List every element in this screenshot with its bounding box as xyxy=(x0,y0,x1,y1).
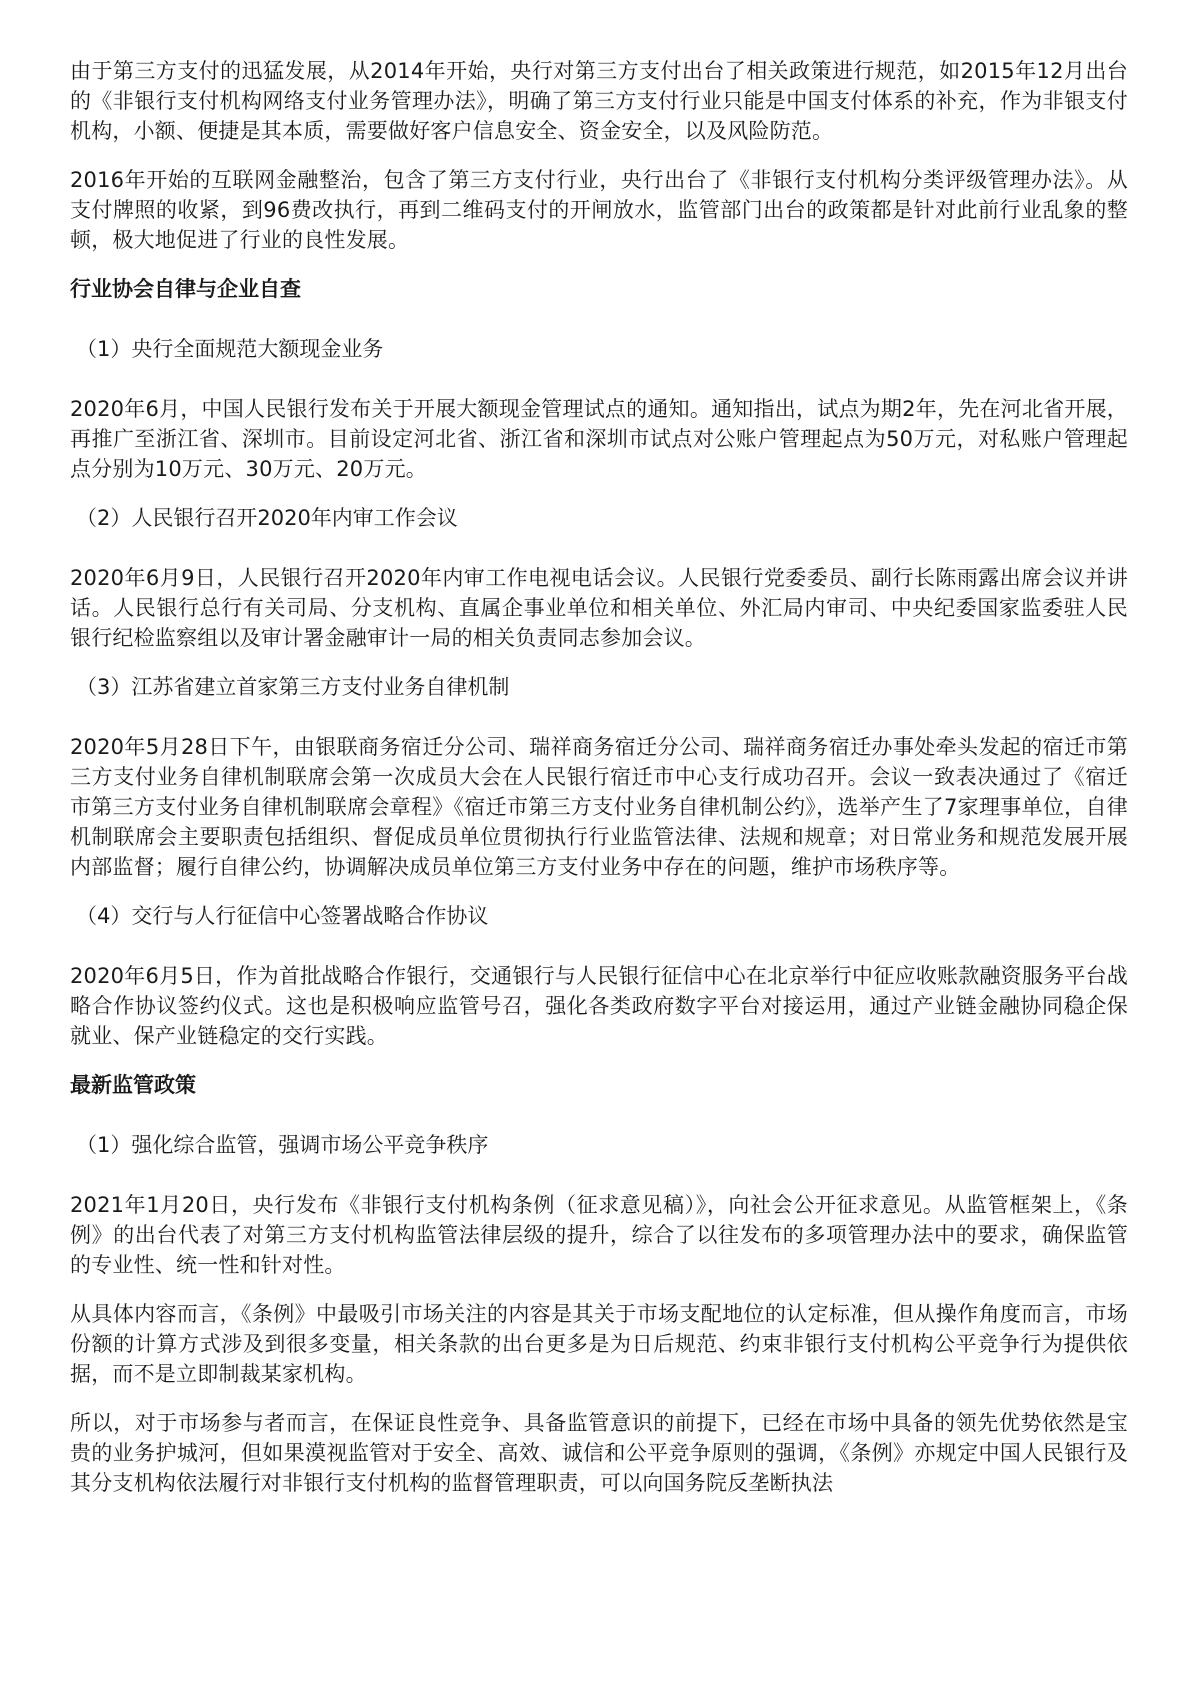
subsection-heading: （2）人民银行召开2020年内审工作会议 xyxy=(76,506,458,530)
section-heading: 行业协会自律与企业自查 xyxy=(70,277,301,301)
paragraph: 由于第三方支付的迅猛发展，从2014年开始，央行对第三方支付出台了相关政策进行规范，如2015年12月出台的《非银行支付机构网络支付业务管理办法》，明确了第三方支付行业只能是中国支付体系的补充，作为非银支付机构，小额、便捷是其本质，需要做好客户信息安全、资金安全，以及风险防范。 xyxy=(70,59,1128,143)
subsection-heading: （1）强化综合监管，强调市场公平竞争秩序 xyxy=(76,1133,489,1157)
paragraph: 2020年5月28日下午，由银联商务宿迁分公司、瑞祥商务宿迁分公司、瑞祥商务宿迁办事处牵头发起的宿迁市第三方支付业务自律机制联席会第一次成员大会在人民银行宿迁市中心支行成功召开。会议一致表决通过了《宿迁市第三方支付业务自律机制联席会章程》《宿迁市第三方支付业务自律机制公约》，选举产生了7家理事单位，自律机制联席会主要职责包括组织、督促成员单位贯彻执行行业监管法律、法规和规章；对日常业务和规范发展开展内部监督；履行自律公约，协调解决成员单位第三方支付业务中存在的问题，维护市场秩序等。 xyxy=(70,735,1128,879)
paragraph: 2020年6月5日，作为首批战略合作银行，交通银行与人民银行征信中心在北京举行中征应收账款融资服务平台战略合作协议签约仪式。这也是积极响应监管号召，强化各类政府数字平台对接运用，通过产业链金融协同稳企保就业、保产业链稳定的交行实践。 xyxy=(70,964,1128,1048)
subsection-heading: （3）江苏省建立首家第三方支付业务自律机制 xyxy=(76,675,510,699)
paragraph: 2021年1月20日，央行发布《非银行支付机构条例（征求意见稿）》，向社会公开征求意见。从监管框架上，《条例》的出台代表了对第三方支付机构监管法律层级的提升，综合了以往发布的多项管理办法中的要求，确保监管的专业性、统一性和针对性。 xyxy=(70,1193,1128,1277)
paragraph: 2020年6月，中国人民银行发布关于开展大额现金管理试点的通知。通知指出，试点为期2年，先在河北省开展，再推广至浙江省、深圳市。目前设定河北省、浙江省和深圳市试点对公账户管理起点为50万元，对私账户管理起点分别为10万元、30万元、20万元。 xyxy=(70,397,1128,481)
subsection-heading: （4）交行与人行征信中心签署战略合作协议 xyxy=(76,904,489,928)
document-page xyxy=(70,56,1128,1517)
subsection-heading: （1）央行全面规范大额现金业务 xyxy=(76,337,384,361)
paragraph: 从具体内容而言，《条例》中最吸引市场关注的内容是其关于市场支配地位的认定标准，但从操作角度而言，市场份额的计算方式涉及到很多变量，相关条款的出台更多是为日后规范、约束非银行支付机构公平竞争行为提供依据，而不是立即制裁某家机构。 xyxy=(70,1302,1128,1386)
paragraph: 2020年6月9日，人民银行召开2020年内审工作电视电话会议。人民银行党委委员、副行长陈雨露出席会议并讲话。人民银行总行有关司局、分支机构、直属企事业单位和相关单位、外汇局内审司、中央纪委国家监委驻人民银行纪检监察组以及审计署金融审计一局的相关负责同志参加会议。 xyxy=(70,566,1128,650)
section-heading: 最新监管政策 xyxy=(70,1073,196,1097)
paragraph: 2016年开始的互联网金融整治，包含了第三方支付行业，央行出台了《非银行支付机构分类评级管理办法》。从支付牌照的收紧，到96费改执行，再到二维码支付的开闸放水，监管部门出台的政策都是针对此前行业乱象的整顿，极大地促进了行业的良性发展。 xyxy=(70,168,1128,252)
paragraph: 所以，对于市场参与者而言，在保证良性竞争、具备监管意识的前提下，已经在市场中具备的领先优势依然是宝贵的业务护城河，但如果漠视监管对于安全、高效、诚信和公平竞争原则的强调，《条例》亦规定中国人民银行及其分支机构依法履行对非银行支付机构的监督管理职责，可以向国务院反垄断执法 xyxy=(70,1411,1128,1495)
